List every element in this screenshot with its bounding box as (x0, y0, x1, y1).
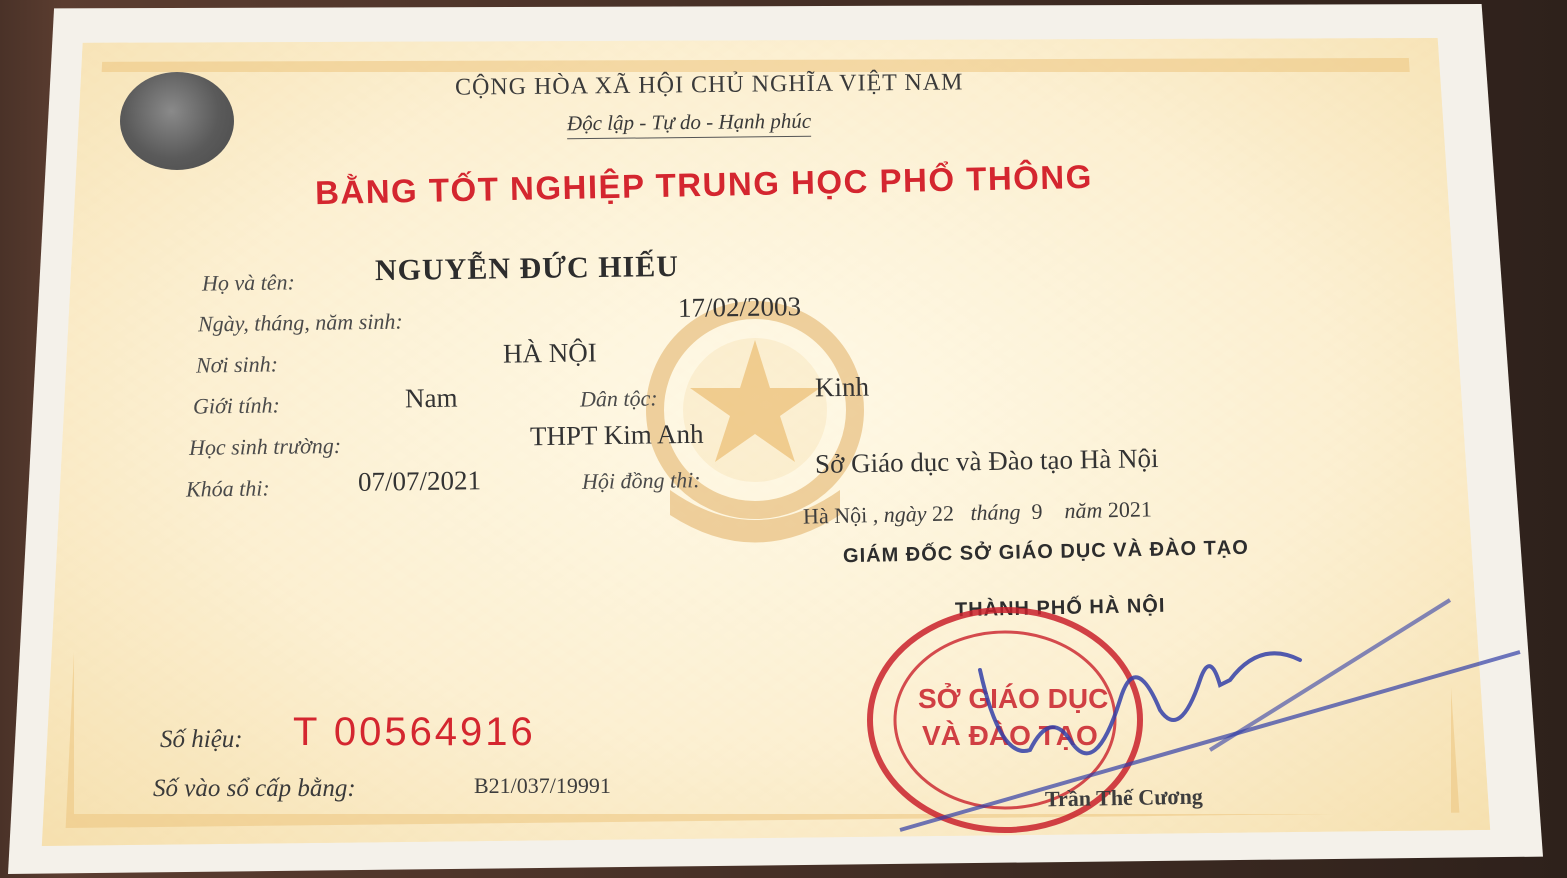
exam-label: Khóa thi: (185, 475, 270, 502)
national-motto: Độc lập - Tự do - Hạnh phúc (567, 109, 811, 140)
register-number: B21/037/19991 (474, 773, 611, 798)
issue-year-label: năm (1064, 497, 1103, 524)
issue-day: 22 (931, 500, 955, 526)
signatory-title-line2: THÀNH PHỐ HÀ NỘI (954, 594, 1166, 622)
issue-place: Hà Nội (802, 502, 868, 529)
ethnicity-value: Kinh (814, 371, 870, 403)
school-label: Học sinh trường: (188, 432, 342, 461)
issue-year: 2021 (1107, 496, 1153, 523)
signatory-title-line1: GIÁM ĐỐC SỞ GIÁO DỤC VÀ ĐÀO TẠO (842, 536, 1250, 568)
ethnicity-label: Dân tộc: (579, 385, 658, 412)
issue-day-label: , ngày (872, 501, 927, 528)
signature-scribble (880, 590, 1530, 840)
gender-label: Giới tính: (192, 392, 281, 419)
name-label: Họ và tên: (201, 269, 296, 296)
gender-value: Nam (404, 382, 458, 414)
issue-month: 9 (1031, 498, 1043, 524)
dob-label: Ngày, tháng, năm sinh: (197, 308, 403, 337)
country-header: CỘNG HÒA XÃ HỘI CHỦ NGHĨA VIỆT NAM (454, 69, 964, 101)
photo-seal-mark (120, 72, 234, 170)
birthplace-value: HÀ NỘI (502, 337, 597, 369)
signatory-name: Trần Thế Cương (1044, 783, 1204, 812)
stamp-text-line1: SỞ GIÁO DỤC (918, 683, 1109, 714)
council-value: Sở Giáo dục và Đào tạo Hà Nội (814, 443, 1159, 479)
exam-value: 07/07/2021 (357, 465, 482, 497)
serial-label: Số hiệu: (160, 726, 243, 753)
dob-value: 17/02/2003 (677, 291, 802, 323)
school-value: THPT Kim Anh (529, 418, 704, 452)
birthplace-label: Nơi sinh: (195, 351, 279, 378)
serial-number: T 00564916 (293, 710, 536, 754)
stamp-text-line2: VÀ ĐÀO TẠO (922, 720, 1098, 751)
council-label: Hội đồng thi: (581, 467, 701, 494)
register-label: Số vào sổ cấp bằng: (153, 775, 356, 802)
name-value: NGUYỄN ĐỨC HIẾU (374, 249, 680, 288)
certificate-title: BẰNG TỐT NGHIỆP TRUNG HỌC PHỔ THÔNG (314, 157, 1094, 212)
issue-month-label: tháng (970, 499, 1021, 526)
